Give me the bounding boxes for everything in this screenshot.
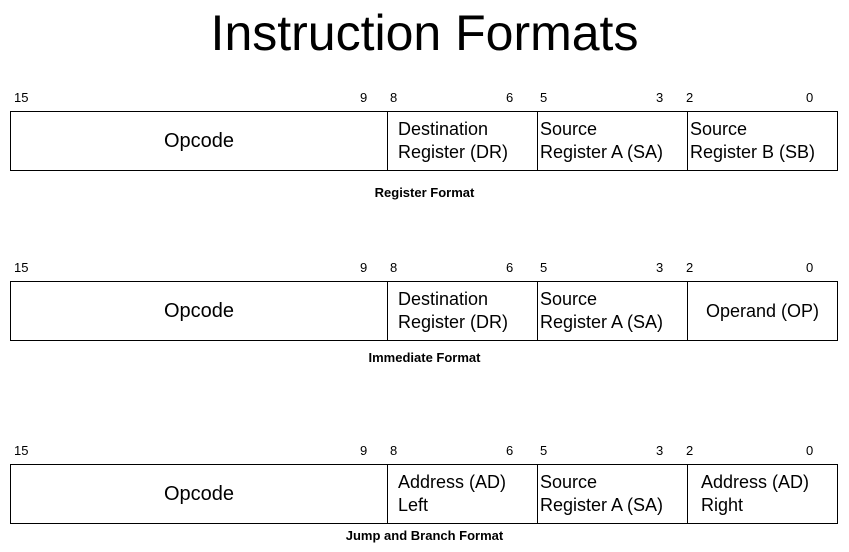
format-caption: Immediate Format: [368, 350, 481, 365]
field-label-line-2: Register A (SA): [540, 142, 664, 162]
bit-label-0: 0: [806, 90, 814, 105]
field-label-line-1: Destination: [398, 289, 489, 309]
bit-label-6: 6: [506, 443, 514, 458]
bit-label-5: 5: [540, 260, 548, 275]
field-label-line-2: Right: [701, 495, 744, 515]
bit-label-3: 3: [656, 90, 664, 105]
bit-label-5: 5: [540, 90, 548, 105]
instruction-word-box: [10, 464, 838, 524]
source-register-a-field: [538, 282, 688, 340]
source-register-b-field: [688, 112, 837, 170]
field-label-line-2: Register (DR): [398, 312, 509, 332]
opcode-field: [11, 112, 388, 170]
destination-register-field: [388, 282, 538, 340]
bit-label-9: 9: [360, 260, 368, 275]
field-label-line-1: Source: [540, 472, 598, 492]
opcode-label: Opcode: [163, 129, 235, 152]
field-label-line-1: Address (AD): [701, 472, 810, 492]
bit-label-3: 3: [656, 260, 664, 275]
bit-label-2: 2: [686, 260, 694, 275]
opcode-label: Opcode: [163, 299, 235, 322]
field-label-line-2: Left: [398, 495, 429, 515]
bit-label-9: 9: [360, 443, 368, 458]
instruction-word-box: [10, 111, 838, 171]
field-label-line-2: Register A (SA): [540, 312, 664, 332]
address-right-field: [688, 465, 837, 523]
field-label-line-1: Source: [540, 289, 598, 309]
opcode-field: [11, 282, 388, 340]
bit-label-0: 0: [806, 260, 814, 275]
bit-label-5: 5: [540, 443, 548, 458]
field-label-line-2: Register A (SA): [540, 495, 664, 515]
bit-label-8: 8: [390, 443, 398, 458]
operand-field: [688, 282, 837, 340]
bit-label-2: 2: [686, 443, 694, 458]
destination-register-field: [388, 112, 538, 170]
bit-label-0: 0: [806, 443, 814, 458]
bit-label-6: 6: [506, 90, 514, 105]
bit-label-15: 15: [14, 90, 29, 105]
field-label-line-2: Register B (SB): [690, 142, 816, 162]
format-caption: Register Format: [374, 185, 475, 200]
opcode-label: Opcode: [163, 482, 235, 505]
instruction-word-box: [10, 281, 838, 341]
bit-label-9: 9: [360, 90, 368, 105]
opcode-field: [11, 465, 388, 523]
field-label-line-1: Operand (OP): [705, 300, 820, 321]
bit-label-6: 6: [506, 260, 514, 275]
bit-label-2: 2: [686, 90, 694, 105]
format-caption: Jump and Branch Format: [345, 528, 504, 543]
bit-label-8: 8: [390, 90, 398, 105]
field-label-line-1: Source: [540, 119, 598, 139]
source-register-a-field: [538, 112, 688, 170]
address-left-field: [388, 465, 538, 523]
bit-label-15: 15: [14, 260, 29, 275]
bit-label-3: 3: [656, 443, 664, 458]
bit-label-8: 8: [390, 260, 398, 275]
source-register-a-field: [538, 465, 688, 523]
field-label-line-1: Source: [690, 119, 748, 139]
field-label-line-2: Register (DR): [398, 142, 509, 162]
field-label-line-1: Address (AD): [398, 472, 507, 492]
bit-label-15: 15: [14, 443, 29, 458]
page-title: Instruction Formats: [210, 5, 639, 61]
field-label-line-1: Destination: [398, 119, 489, 139]
